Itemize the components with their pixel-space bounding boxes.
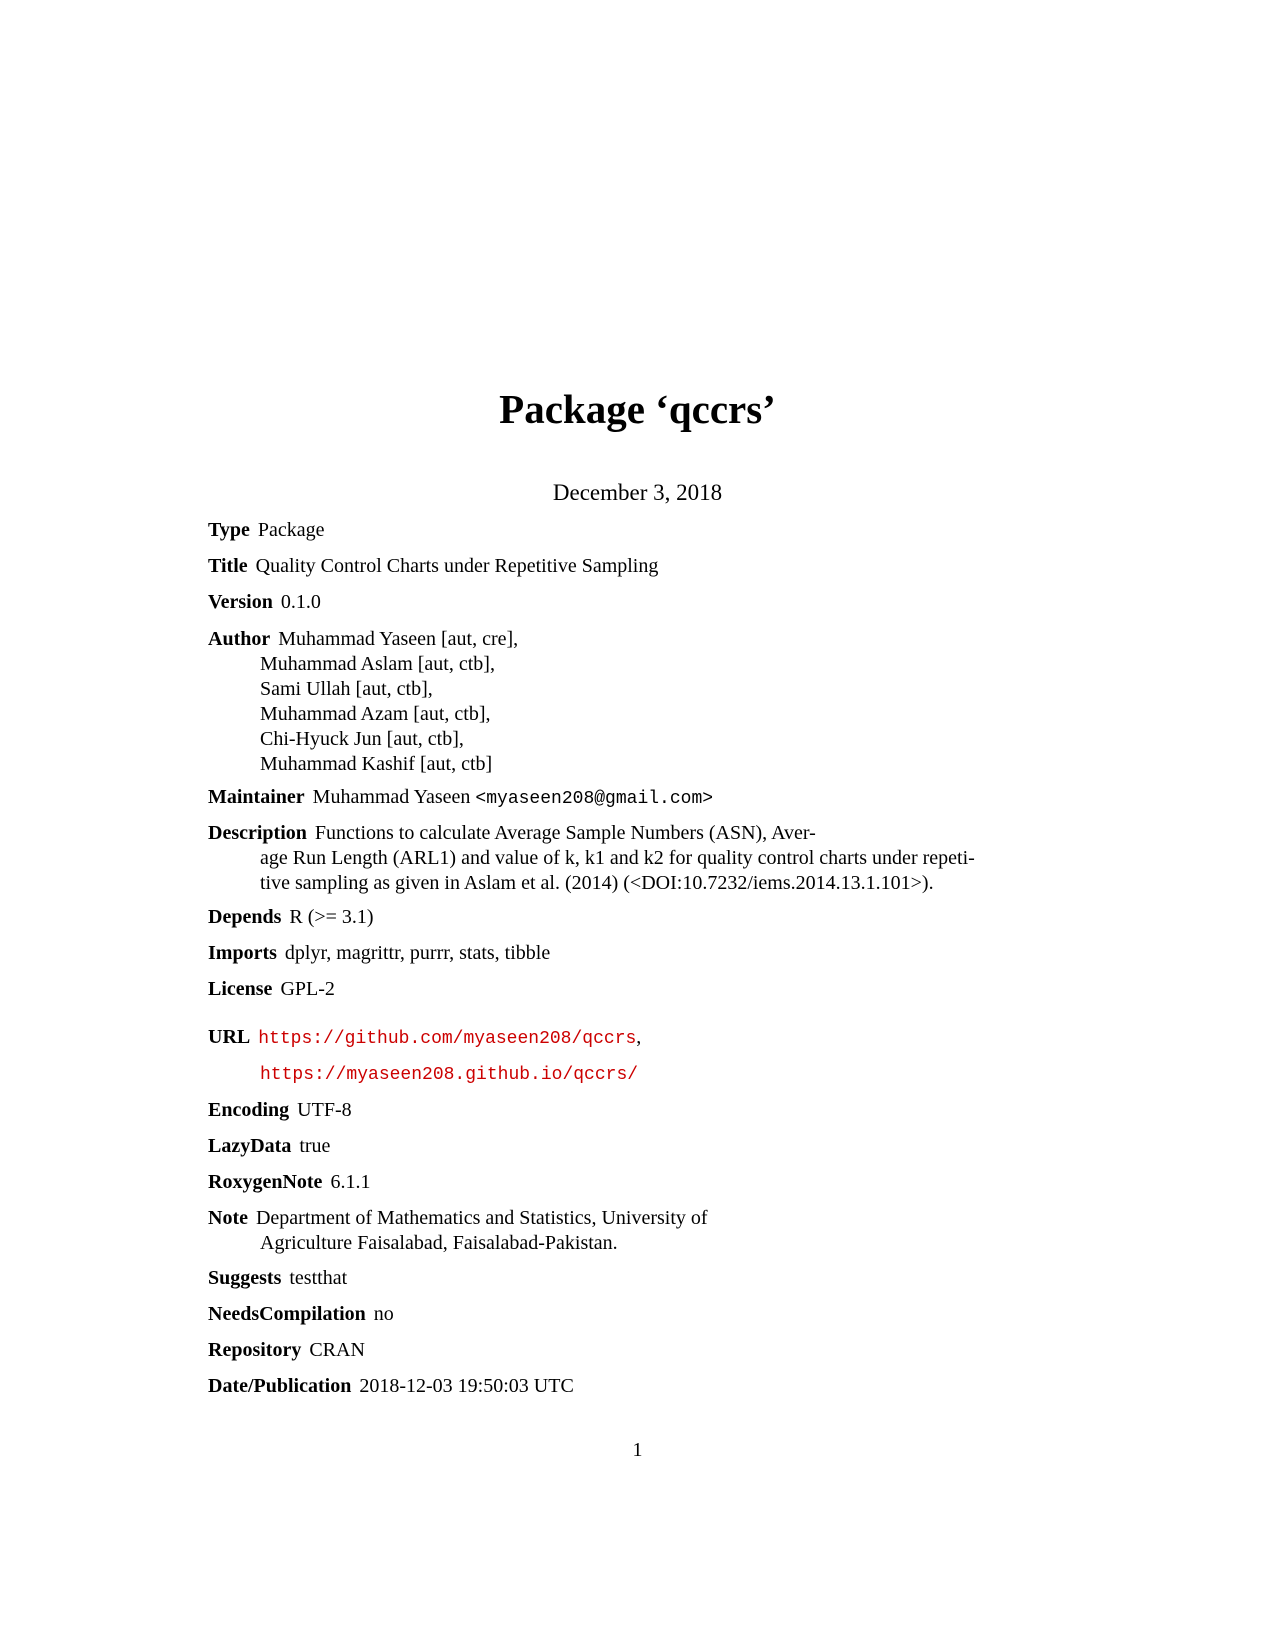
field-needscompilation — [208, 1302, 1028, 1327]
field-value: 6.1.1 — [330, 1171, 371, 1193]
field-label: Note — [208, 1207, 248, 1229]
field-value: R (>= 3.1) — [289, 906, 374, 928]
maintainer-name: Muhammad Yaseen — [312, 786, 471, 808]
field-value: testthat — [289, 1267, 348, 1289]
description-line: Functions to calculate Average Sample Numbers (ASN), Aver- — [314, 822, 816, 844]
field-roxygennote — [208, 1170, 1028, 1195]
field-depends — [208, 905, 1028, 930]
field-encoding — [208, 1098, 1028, 1123]
field-label: URL — [208, 1026, 251, 1048]
field-lazydata — [208, 1134, 1028, 1159]
field-suggests — [208, 1266, 1028, 1291]
field-label: Author — [208, 628, 271, 650]
field-label: Maintainer — [208, 786, 305, 808]
field-repository — [208, 1338, 1028, 1363]
field-url-continued — [208, 1061, 1080, 1088]
field-value: Package — [257, 519, 325, 541]
field-author — [208, 627, 1028, 777]
author-line: Sami Ullah [aut, ctb], — [260, 678, 433, 700]
field-label: Suggests — [208, 1267, 282, 1289]
field-value: UTF-8 — [297, 1099, 352, 1121]
field-label: License — [208, 978, 273, 1000]
url-link-site[interactable]: https://myaseen208.github.io/qccrs/ — [260, 1065, 639, 1085]
field-label: Encoding — [208, 1099, 290, 1121]
field-label: Date/Publication — [208, 1375, 352, 1397]
field-imports — [208, 941, 1028, 966]
maintainer-email: <myaseen208@gmail.com> — [475, 789, 714, 809]
description-line: age Run Length (ARL1) and value of k, k1 and k2 for quality control charts under repeti- — [260, 847, 975, 869]
note-line: Department of Mathematics and Statistics, University of — [255, 1207, 708, 1229]
field-description — [208, 821, 1028, 896]
field-url — [208, 1025, 1028, 1052]
field-value: GPL-2 — [280, 978, 335, 1000]
package-title: Package ‘qccrs’ — [499, 386, 776, 432]
field-maintainer — [208, 785, 1028, 812]
field-value: 0.1.0 — [280, 591, 321, 613]
field-label: NeedsCompilation — [208, 1303, 366, 1325]
field-value: dplyr, magrittr, purrr, stats, tibble — [284, 942, 551, 964]
field-datepublication — [208, 1374, 1028, 1399]
description-line: tive sampling as given in Aslam et al. (2014) (<DOI:10.7232/iems.2014.13.1.101>). — [260, 872, 934, 894]
field-value: 2018-12-03 19:50:03 UTC — [359, 1375, 574, 1397]
url-link-github[interactable]: https://github.com/myaseen208/qccrs — [258, 1029, 637, 1049]
url-separator: , — [636, 1026, 642, 1048]
field-label: RoxygenNote — [208, 1171, 323, 1193]
field-label: Imports — [208, 942, 277, 964]
field-label: Version — [208, 591, 273, 613]
note-line: Agriculture Faisalabad, Faisalabad-Pakistan. — [260, 1232, 618, 1254]
author-line: Muhammad Aslam [aut, ctb], — [260, 653, 495, 675]
field-value: no — [373, 1303, 394, 1325]
field-value: true — [299, 1135, 331, 1157]
field-note — [208, 1206, 1028, 1256]
author-line: Muhammad Kashif [aut, ctb] — [260, 753, 493, 775]
field-label: Repository — [208, 1339, 302, 1361]
field-label: Description — [208, 822, 307, 844]
field-value: CRAN — [309, 1339, 365, 1361]
field-title — [208, 554, 1028, 579]
field-license — [208, 977, 1028, 1002]
field-label: Title — [208, 555, 248, 577]
field-value: Quality Control Charts under Repetitive Sampling — [255, 555, 659, 577]
field-type — [208, 518, 1028, 543]
author-line: Muhammad Yaseen [aut, cre], — [278, 628, 519, 650]
package-date: December 3, 2018 — [552, 480, 723, 505]
page-number: 1 — [632, 1439, 643, 1461]
field-label: Depends — [208, 906, 282, 928]
field-label: LazyData — [208, 1135, 292, 1157]
field-label: Type — [208, 519, 250, 541]
author-line: Muhammad Azam [aut, ctb], — [260, 703, 491, 725]
author-line: Chi-Hyuck Jun [aut, ctb], — [260, 728, 464, 750]
field-version — [208, 590, 1028, 615]
